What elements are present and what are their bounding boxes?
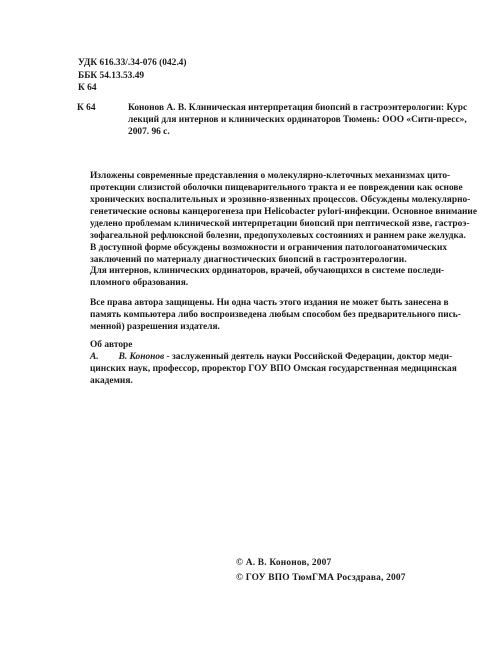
- audience-line: Для интернов, клинических ординаторов, врачей, обучающихся в системе последи-: [90, 266, 445, 276]
- annotation-line: В доступной форме обсуждены возможности и ограничения патологоанатомических: [90, 243, 448, 253]
- author-mark: К 64: [78, 83, 97, 93]
- annotation-line: хронических воспалительных и эрозивно-язвенных процессов. Обсуждены молекулярно-: [90, 195, 471, 205]
- rights-line: память компьютера либо воспроизведена любым способом без предварительного пись-: [90, 310, 461, 320]
- author-line: цинских наук, профессор, проректор ГОУ ВПО Омская государственная медицинская: [90, 364, 457, 374]
- rights-paragraph: [90, 297, 461, 333]
- author-line1-rest: заслуженный деятель науки Российской Федерации, доктор меди-: [169, 352, 453, 362]
- copyright-block: [236, 556, 406, 586]
- bbk-code: ББК 54.13.53.49: [78, 70, 145, 81]
- udk-code: УДК 616.33/.34-076 (042.4): [78, 58, 187, 68]
- copyright-publisher: © ГОУ ВПО ТюмГМА Росздрава, 2007: [236, 573, 406, 583]
- entry-mark: К 64: [77, 103, 96, 113]
- about-author-text: [90, 351, 457, 387]
- rights-line: менной) разрешения издателя.: [90, 322, 220, 332]
- entry-line: 2007. 96 с.: [128, 127, 170, 137]
- annotation-paragraph: [90, 170, 477, 266]
- annotation-line: уделено проблемам клинической интерпретации биопсий при пептической язве, гастроэ-: [90, 219, 470, 229]
- annotation-line: генетические основы канцерогенеза при Helicobacter pylori-инфекции. Основное внимание: [90, 207, 477, 217]
- author-first-line: [90, 351, 453, 363]
- entry-line: Кононов А. В. Клиническая интерпретация биопсий в гастроэнтерологии: Курс: [128, 103, 468, 113]
- author-name: В. Кононов -: [118, 352, 170, 362]
- copyright-author: © А. В. Кононов, 2007: [236, 558, 332, 568]
- author-line: академия.: [90, 376, 133, 386]
- classification-block: [78, 57, 187, 95]
- annotation-line: Изложены современные представления о молекулярно-клеточных механизмах цито-: [90, 171, 451, 181]
- rights-line: Все права автора защищены. Ни одна часть этого издания не может быть занесена в: [90, 298, 449, 308]
- audience-paragraph: [90, 265, 445, 289]
- bibliographic-entry: [128, 102, 468, 138]
- entry-line: лекций для интернов и клинических ординаторов Тюмень: ООО «Сити-пресс»,: [128, 115, 467, 125]
- annotation-line: заключений по материалу диагностических биопсий в гастроэнтерологии.: [90, 255, 407, 265]
- author-initial: А.: [90, 352, 99, 362]
- annotation-line: протекции слизистой оболочки пищеварительного тракта и ее повреждении как основе: [90, 183, 463, 193]
- annotation-line: зофагеальной рефлюксной болезни, предопухолевых состояниях и раннем раке желудка.: [90, 231, 466, 241]
- audience-line: пломного образования.: [90, 278, 189, 288]
- about-author-heading: Об авторе: [90, 340, 133, 350]
